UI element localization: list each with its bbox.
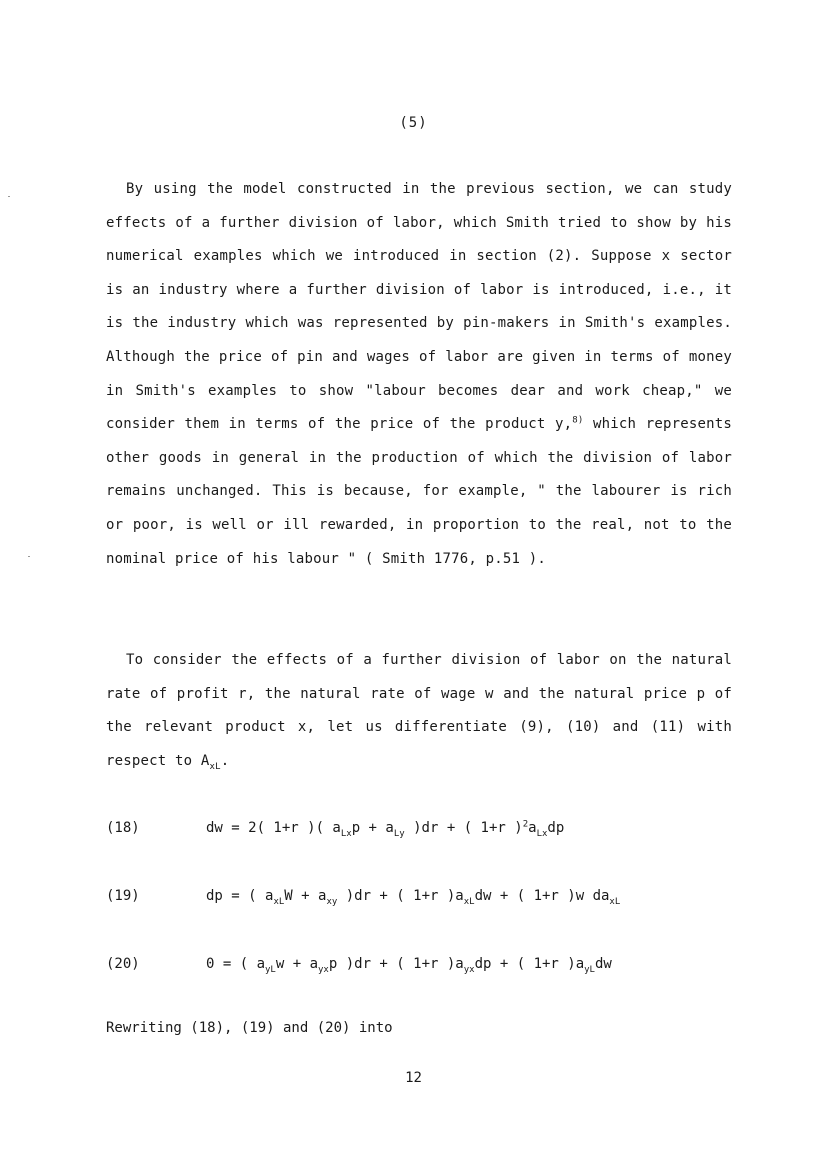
- eq-part: dp + ( 1+r )a: [474, 956, 585, 972]
- eq-part: dp = ( a: [206, 888, 274, 904]
- paragraph-1: [106, 173, 732, 576]
- footnote-mark: 8): [572, 415, 584, 426]
- equation-number: (19): [106, 888, 140, 904]
- eq-subscript: Lx: [340, 828, 352, 839]
- equation-body: [206, 888, 621, 907]
- paragraph-2-end: .: [220, 752, 230, 769]
- eq-subscript: xL: [273, 896, 285, 907]
- eq-subscript: Lx: [536, 828, 548, 839]
- section-header: (5): [399, 115, 428, 131]
- eq-part: p )dr + ( 1+r )a: [328, 956, 464, 972]
- eq-subscript: yL: [584, 964, 595, 975]
- paragraph-2: [106, 644, 732, 778]
- paragraph-2-subscript: xL: [209, 761, 221, 772]
- eq-subscript: yx: [463, 964, 475, 975]
- equation-body: [206, 956, 612, 975]
- eq-part: )dr + ( 1+r ): [404, 820, 523, 836]
- eq-part: dp: [547, 820, 565, 836]
- page-number: 12: [405, 1070, 422, 1086]
- paragraph-1-text-after: which represents other goods in general in the production of which the division of labor remains unchanged. This is because, for example, " the labourer is rich or poor, is well or ill rewarded, in proportion to the real, not to the nominal price of his labour " ( Smith 1776, p.51 ).: [106, 416, 732, 567]
- paragraph-2-text: To consider the effects of a further division of labor on the natural rate of profit r, the natural rate of wage w and the natural price p of the relevant product x, let us differentiate (9), (10) and (11) with respect to A: [106, 652, 732, 769]
- eq-subscript: xL: [609, 896, 621, 907]
- eq-part: dw + ( 1+r )w da: [474, 888, 610, 904]
- rewriting-line: Rewriting (18), (19) and (20) into: [106, 1020, 393, 1036]
- eq-subscript: yx: [318, 964, 329, 975]
- eq-part: 0 = ( a: [206, 956, 266, 972]
- eq-part: dw = 2( 1+r )( a: [206, 820, 341, 836]
- paragraph-1-text: By using the model constructed in the previous section, we can study effects of a further division of labor, which Smith tried to show by his numerical examples which we introduced in section (2). Suppose x sector is an industry where a further division of labor is introduced, i.e., it is the industry which was represented by pin-makers in Smith's examples. Although the price of pin and wages of labor are given in terms of money in Smith's examples to show "labour becomes dear and work cheap," we consider them in terms of the price of the product y,: [106, 181, 732, 433]
- eq-part: )dr + ( 1+r )a: [337, 888, 464, 904]
- equation-number: (18): [106, 820, 140, 836]
- eq-part: W + a: [284, 888, 327, 904]
- eq-subscript: xy: [326, 896, 338, 907]
- eq-part: dw: [594, 956, 612, 972]
- eq-subscript: yL: [265, 964, 276, 975]
- eq-subscript: Ly: [393, 828, 405, 839]
- eq-subscript: xL: [463, 896, 475, 907]
- eq-part: w + a: [275, 956, 319, 972]
- equation-number: (20): [106, 956, 140, 972]
- eq-part: a: [528, 820, 537, 836]
- equation-body: [206, 819, 565, 839]
- eq-superscript: 2: [522, 819, 529, 830]
- scan-speck: [8, 196, 10, 197]
- scan-speck: [28, 556, 30, 557]
- eq-part: p + a: [351, 820, 394, 836]
